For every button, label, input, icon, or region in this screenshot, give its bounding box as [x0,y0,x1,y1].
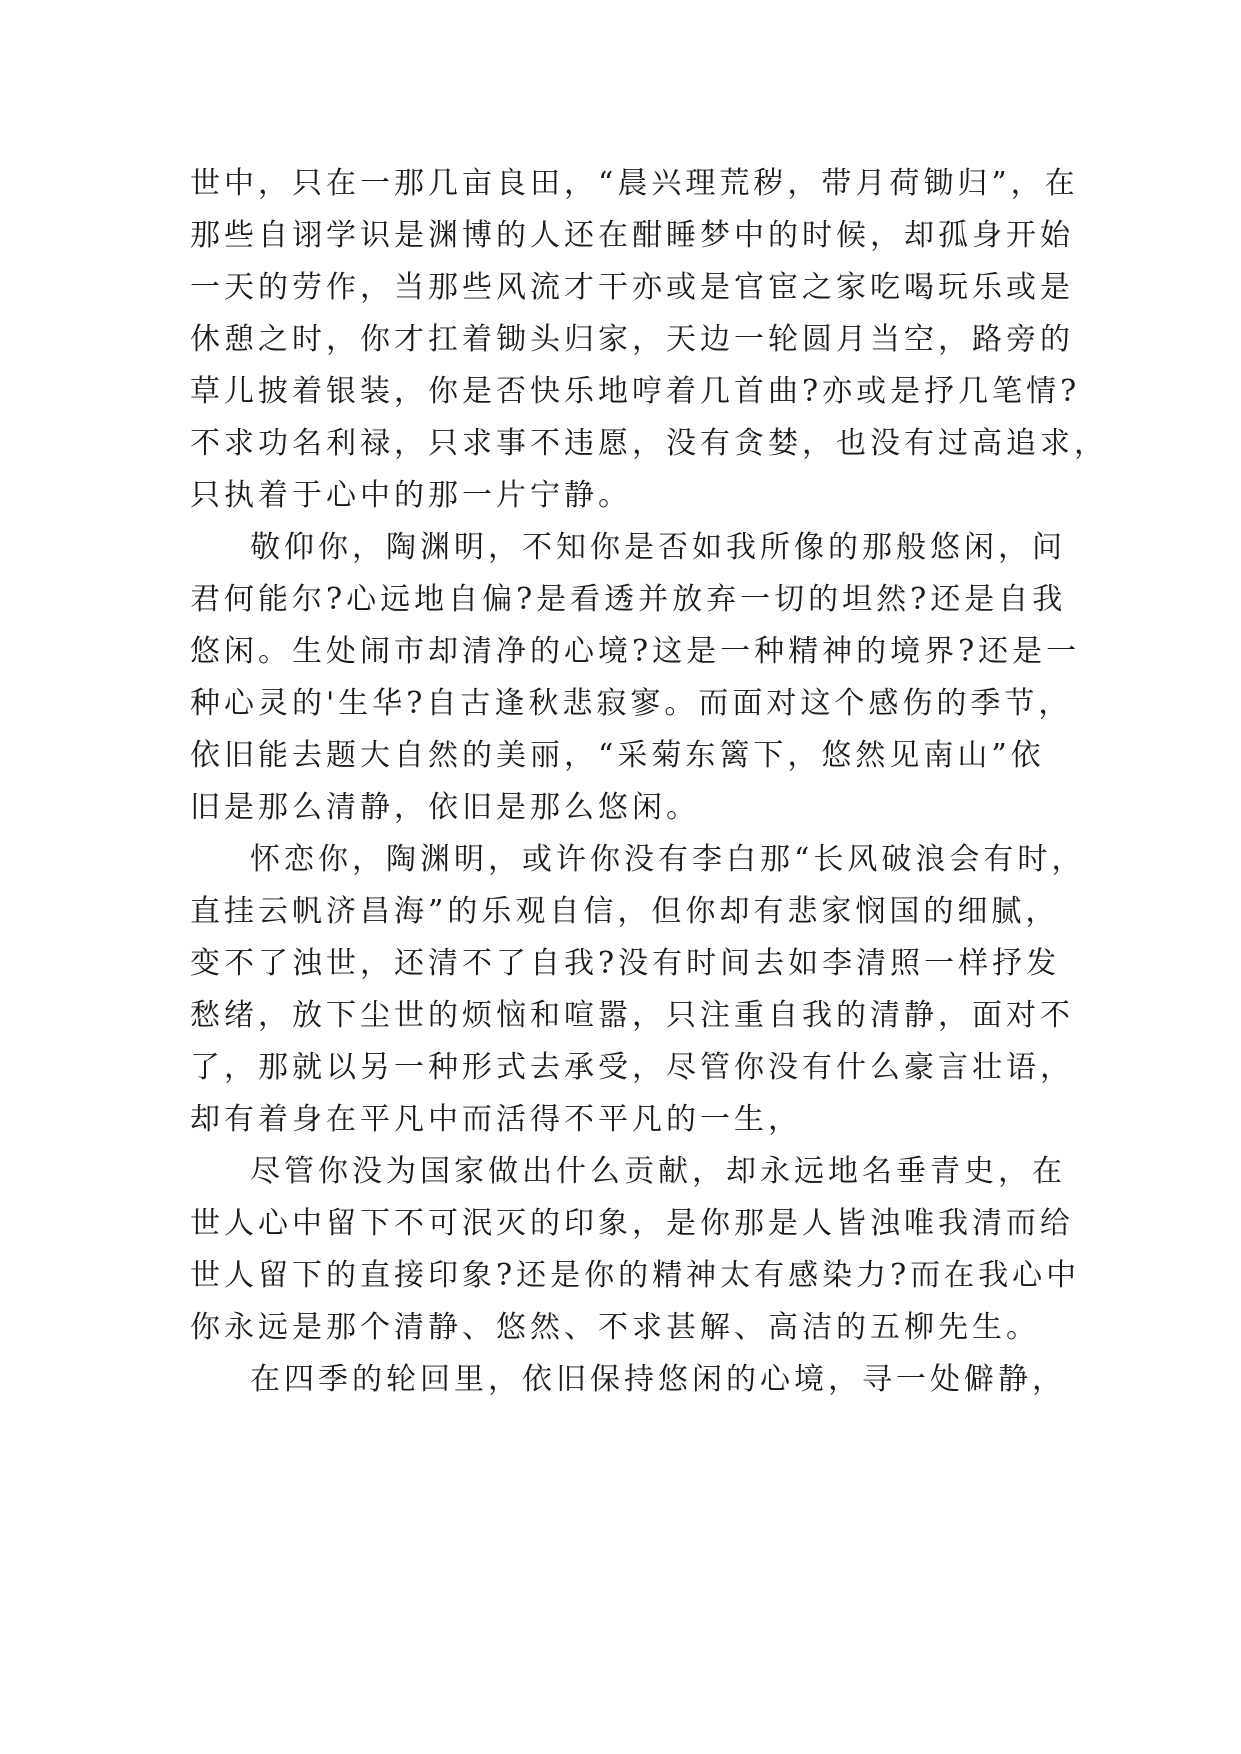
text-line: 君何能尔?心远地自偏?是看透并放弃一切的坦然?还是自我 [190,582,1067,617]
text-line: 却有着身在平凡中而活得不平凡的一生， [190,1102,802,1137]
text-line: 那些自诩学识是渊博的人还在酣睡梦中的时候，却孤身开始 [190,218,1074,253]
text-line: 愁绪，放下尘世的烦恼和喧嚣，只注重自我的清静，面对不 [190,998,1074,1033]
paragraph-first-line: 怀恋你，陶渊明，或许你没有李白那“长风破浪会有时， [250,842,1086,877]
text-line: 不求功名利禄，只求事不违愿，没有贪婪，也没有过高追求， [190,426,1108,461]
text-line: 悠闲。生处闹市却清净的心境?这是一种精神的境界?还是一 [190,634,1081,669]
essay-text [190,158,1108,1406]
text-line: 变不了浊世，还清不了自我?没有时间去如李清照一样抒发 [190,946,1061,981]
text-line: 一天的劳作，当那些风流才干亦或是官宦之家吃喝玩乐或是 [190,270,1074,305]
paragraph-first-line: 在四季的轮回里，依旧保持悠闲的心境，寻一处僻静， [250,1362,1066,1397]
text-line: 依旧能去题大自然的美丽，“采菊东篱下，悠然见南山”依 [190,738,1045,773]
text-line: 旧是那么清静，依旧是那么悠闲。 [190,790,700,825]
paragraph-first-line: 敬仰你，陶渊明，不知你是否如我所像的那般悠闲，问 [250,530,1066,565]
paragraph-first-line: 尽管你没为国家做出什么贡献，却永远地名垂青史，在 [250,1154,1066,1189]
text-line: 种心灵的'生华?自古逢秋悲寂寥。而面对这个感伤的季节， [190,686,1073,721]
text-line: 世人心中留下不可泯灭的印象，是你那是人皆浊唯我清而给 [190,1206,1074,1241]
text-line: 了，那就以另一种形式去承受，尽管你没有什么豪言壮语， [190,1050,1074,1085]
text-line: 只执着于心中的那一片宁静。 [190,478,632,513]
text-line: 草儿披着银装，你是否快乐地哼着几首曲?亦或是抒几笔情? [190,374,1081,409]
text-line: 世人留下的直接印象?还是你的精神太有感染力?而在我心中 [190,1258,1081,1293]
text-line: 休憩之时，你才扛着锄头归家，天边一轮圆月当空，路旁的 [190,322,1074,357]
text-line: 世中，只在一那几亩良田，“晨兴理荒秽，带月荷锄归”，在 [190,166,1079,201]
text-line: 你永远是那个清静、悠然、不求甚解、高洁的五柳先生。 [190,1310,1040,1345]
text-line: 直挂云帆济昌海”的乐观自信，但你却有悲家悯国的细腻， [190,894,1060,929]
